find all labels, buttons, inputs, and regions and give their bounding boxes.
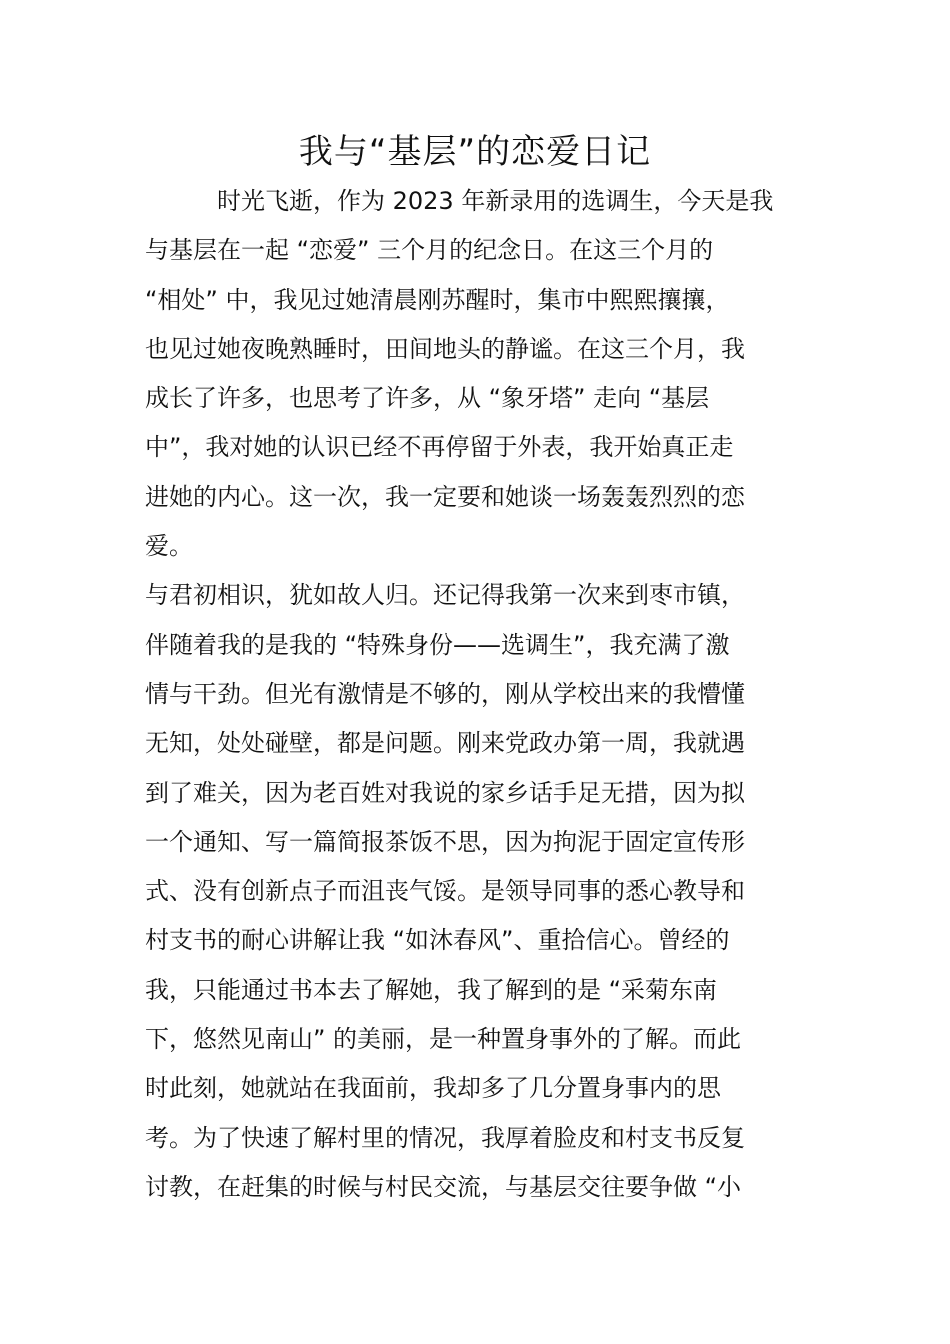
text-line: 村支书的耐心讲解让我 “如沐春风”、重拾信心。曾经的 xyxy=(145,926,730,955)
text-line: 时此刻，她就站在我面前，我却多了几分置身事内的思 xyxy=(145,1074,721,1103)
text-line: 到了难关，因为老百姓对我说的家乡话手足无措，因为拟 xyxy=(145,778,745,807)
text-line: 考。为了快速了解村里的情况，我厚着脸皮和村支书反复 xyxy=(145,1123,745,1152)
text-line: 与君初相识，犹如故人归。还记得我第一次来到枣市镇， xyxy=(145,581,745,610)
text-line: 中”，我对她的认识已经不再停留于外表，我开始真正走 xyxy=(145,433,734,462)
body-text xyxy=(145,177,810,1212)
text-line: 讨教，在赶集的时候与村民交流，与基层交往要争做 “小 xyxy=(145,1172,742,1201)
text-line: 式、没有创新点子而沮丧气馁。是领导同事的悉心教导和 xyxy=(145,877,745,906)
text-line: “相处” 中，我见过她清晨刚苏醒时，集市中熙熙攘攘， xyxy=(145,285,730,314)
text-line: 时光飞逝，作为 2023 年新录用的选调生，今天是我 xyxy=(145,187,774,215)
text-line: 伴随着我的是我的 “特殊身份——选调生”，我充满了激 xyxy=(145,630,730,659)
text-line: 下，悠然见南山” 的美丽，是一种置身事外的了解。而此 xyxy=(145,1025,742,1054)
text-line: 成长了许多，也思考了许多，从 “象牙塔” 走向 “基层 xyxy=(145,384,710,413)
page-title: 我与“基层”的恋爱日记 xyxy=(298,132,652,172)
text-line: 我，只能通过书本去了解她，我了解到的是 “采菊东南 xyxy=(145,975,718,1004)
text-line: 情与干劲。但光有激情是不够的，刚从学校出来的我懵懂 xyxy=(145,679,745,708)
text-line: 也见过她夜晚熟睡时，田间地头的静谧。在这三个月，我 xyxy=(145,334,745,363)
text-line: 一个通知、写一篇简报茶饭不思，因为拘泥于固定宣传形 xyxy=(145,827,745,856)
text-line: 爱。 xyxy=(145,532,193,561)
text-line: 进她的内心。这一次，我一定要和她谈一场轰轰烈烈的恋 xyxy=(145,482,745,511)
text-line: 与基层在一起 “恋爱” 三个月的纪念日。在这三个月的 xyxy=(145,236,714,265)
text-line: 无知，处处碰壁，都是问题。刚来党政办第一周，我就遇 xyxy=(145,729,745,758)
